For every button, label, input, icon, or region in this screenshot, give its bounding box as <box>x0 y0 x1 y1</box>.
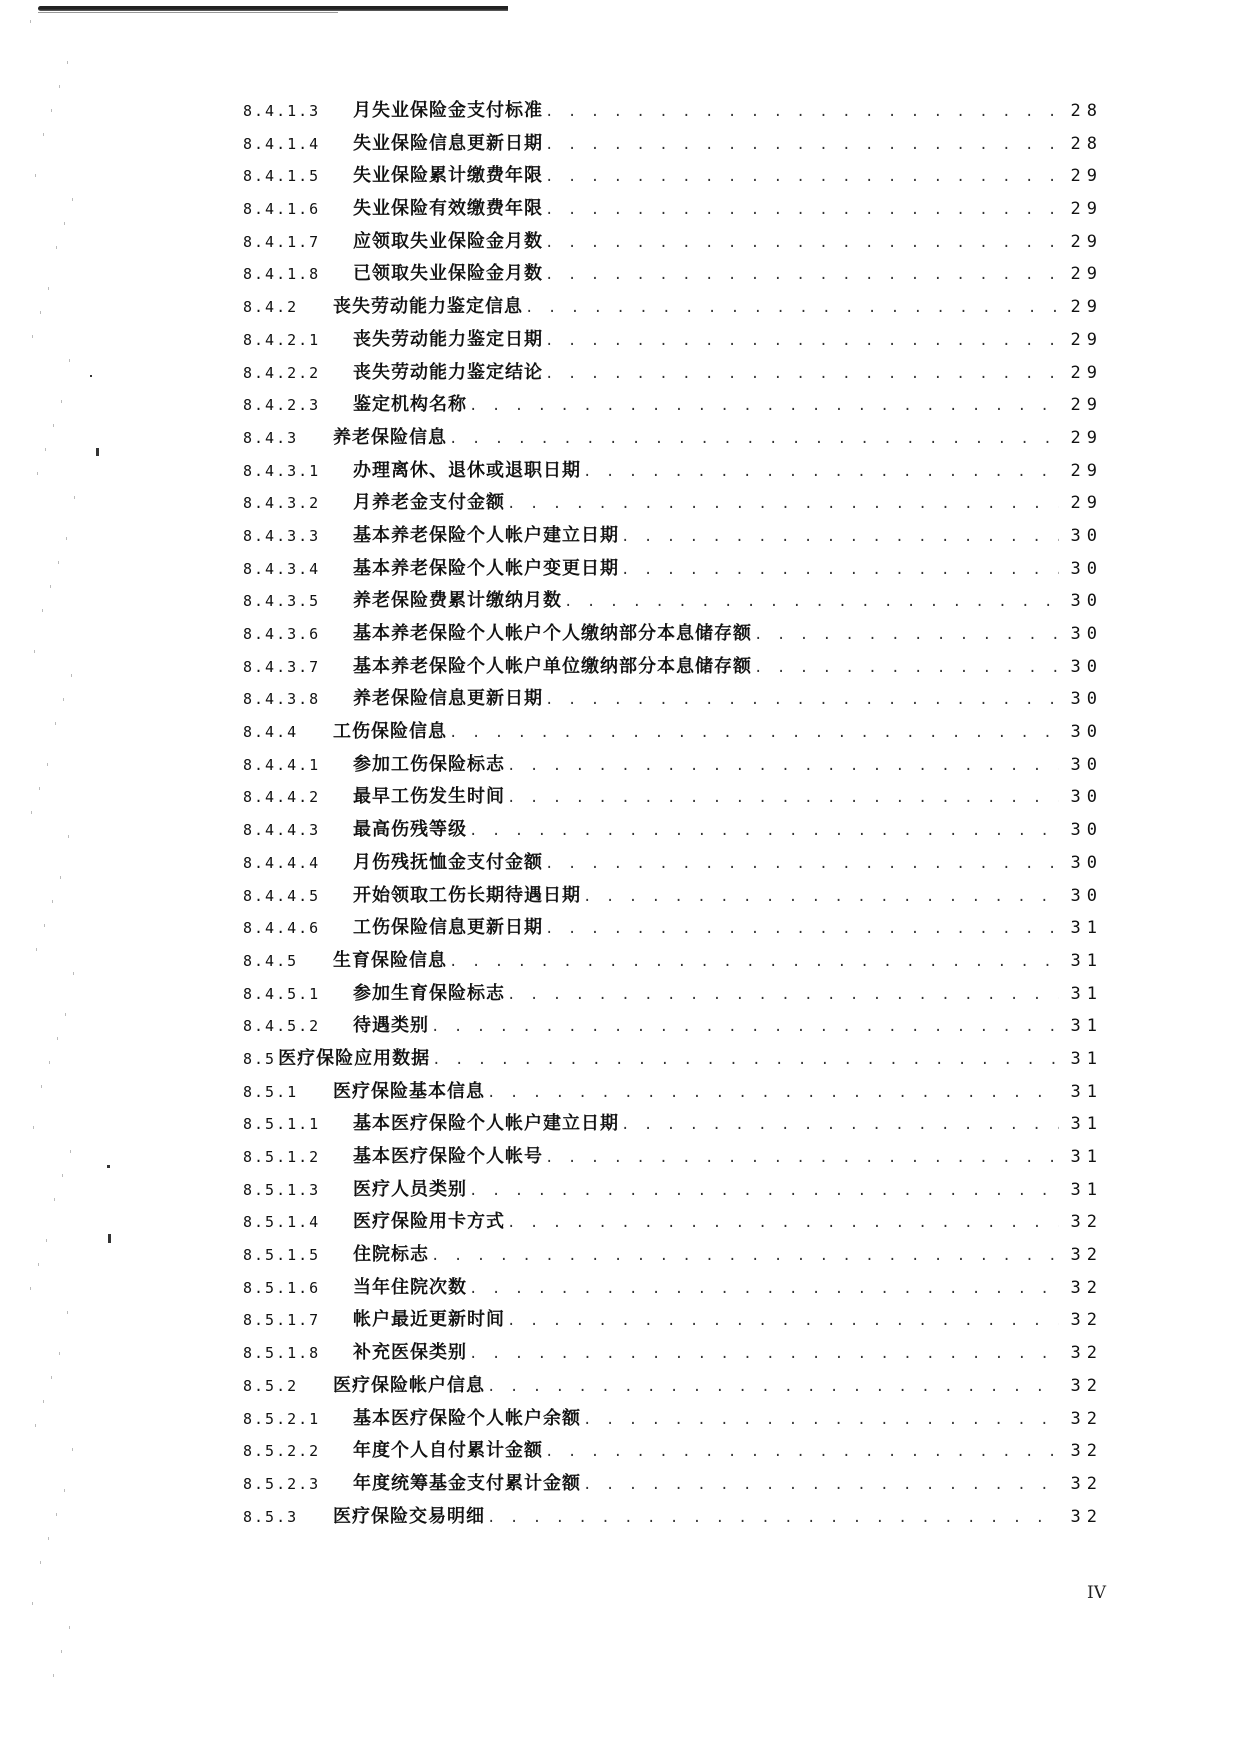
toc-entry-title: 月养老金支付金额 <box>353 492 505 514</box>
scan-edge-dot <box>45 448 46 451</box>
scan-edge-dot <box>35 174 36 177</box>
toc-entry[interactable] <box>243 389 1103 422</box>
toc-entry[interactable] <box>243 683 1103 716</box>
toc-entry[interactable] <box>243 1501 1103 1534</box>
toc-entry-number: 8.4.3 <box>243 428 299 447</box>
toc-entry[interactable] <box>243 1304 1103 1337</box>
toc-entry-page: 28 <box>1070 133 1103 154</box>
scan-speck <box>96 448 99 456</box>
toc-dot-leader <box>507 1305 1059 1338</box>
scan-edge-dot <box>72 198 73 201</box>
scan-edge-dot <box>59 1352 60 1355</box>
scan-edge-dot <box>49 1061 50 1064</box>
scan-edge-dot <box>52 900 53 903</box>
toc-entry-page: 29 <box>1070 362 1103 383</box>
toc-entry-title: 应领取失业保险金月数 <box>353 230 543 252</box>
toc-entry-page: 31 <box>1070 918 1103 939</box>
toc-entry[interactable] <box>243 716 1103 749</box>
toc-dot-leader <box>469 815 1059 848</box>
toc-dot-leader <box>507 1207 1059 1240</box>
scan-edge-dot <box>41 1085 42 1088</box>
toc-entry-title: 工伤保险信息 <box>333 721 447 743</box>
toc-entry-page: 31 <box>1070 1016 1103 1037</box>
toc-entry[interactable] <box>243 585 1103 618</box>
toc-entry[interactable] <box>243 1435 1103 1468</box>
toc-entry-page: 31 <box>1070 950 1103 971</box>
toc-entry-title: 基本养老保险个人帐户个人缴纳部分本息储存额 <box>353 623 752 644</box>
toc-entry-title: 帐户最近更新时间 <box>353 1309 505 1331</box>
toc-entry-page: 30 <box>1070 558 1103 579</box>
scan-edge-dot <box>74 496 75 499</box>
toc-entry-page: 29 <box>1070 460 1103 481</box>
toc-entry[interactable] <box>243 95 1103 128</box>
toc-entry[interactable] <box>243 258 1103 291</box>
scan-edge-dot <box>51 1376 52 1379</box>
scan-edge-dot <box>71 674 72 677</box>
toc-dot-leader <box>507 979 1059 1012</box>
toc-entry-number: 8.5.1.8 <box>243 1344 321 1363</box>
toc-entry-page: 29 <box>1070 264 1103 285</box>
toc-entry-number: 8.4.3.6 <box>243 625 321 643</box>
toc-dot-leader <box>545 96 1059 129</box>
toc-entry[interactable] <box>243 291 1103 324</box>
scan-edge-dot <box>38 1263 39 1266</box>
scan-edge-dot <box>58 561 59 564</box>
toc-entry[interactable] <box>243 1076 1103 1109</box>
toc-dot-leader <box>507 750 1059 783</box>
toc-dot-leader <box>621 521 1059 554</box>
toc-entry-title: 基本养老保险个人帐户单位缴纳部分本息储存额 <box>353 655 752 677</box>
toc-entry[interactable] <box>243 1206 1103 1239</box>
toc-entry-page: 30 <box>1070 624 1103 644</box>
toc-entry-number: 8.4.5.1 <box>243 984 321 1003</box>
toc-entry-title: 丧失劳动能力鉴定信息 <box>333 296 523 318</box>
toc-entry-title: 月失业保险金支付标准 <box>353 100 543 121</box>
toc-entry[interactable] <box>243 487 1103 520</box>
toc-entry-page: 29 <box>1070 166 1103 187</box>
toc-entry-number: 8.4.4.3 <box>243 821 321 840</box>
toc-entry-number: 8.4.3.4 <box>243 559 321 578</box>
toc-entry-title: 鉴定机构名称 <box>353 394 467 416</box>
toc-entry-number: 8.5.2.3 <box>243 1474 321 1493</box>
toc-entry-page: 30 <box>1070 591 1103 612</box>
toc-entry[interactable] <box>243 357 1103 390</box>
toc-entry-number: 8.5.2.1 <box>243 1409 321 1428</box>
toc-entry-title: 年度统筹基金支付累计金额 <box>353 1472 581 1494</box>
toc-entry-title: 医疗保险帐户信息 <box>333 1374 485 1396</box>
toc-entry-number: 8.4.3.5 <box>243 592 321 611</box>
toc-entry-page: 32 <box>1070 1212 1103 1233</box>
toc-entry-page: 29 <box>1070 427 1103 448</box>
scan-edge-dot <box>64 222 65 225</box>
toc-entry-number: 8.4.2.2 <box>243 363 321 382</box>
toc-entry-title: 最高伤残等级 <box>353 819 467 841</box>
toc-dot-leader <box>621 554 1059 587</box>
toc-dot-leader <box>583 1404 1059 1437</box>
toc-entry-page: 30 <box>1070 885 1103 906</box>
toc-entry-page: 30 <box>1070 656 1103 677</box>
scan-edge-dot <box>56 246 57 249</box>
toc-entry-number: 8.4.3.2 <box>243 494 321 513</box>
toc-entry[interactable] <box>243 1403 1103 1436</box>
toc-entry[interactable] <box>243 1468 1103 1501</box>
toc-dot-leader <box>469 1338 1059 1371</box>
scan-edge-dot <box>67 1311 68 1314</box>
toc-entry-title: 已领取失业保险金月数 <box>353 263 543 285</box>
scan-edge-dot <box>51 109 52 112</box>
scan-edge-dot <box>47 763 48 766</box>
toc-dot-leader <box>469 390 1059 423</box>
toc-entry-number: 8.5.1.5 <box>243 1246 321 1265</box>
toc-entry-number: 8.4.4.4 <box>243 853 321 872</box>
toc-entry-title: 医疗保险用卡方式 <box>353 1211 505 1233</box>
toc-entry-number: 8.5.1.7 <box>243 1311 321 1330</box>
top-scan-rule <box>38 6 508 11</box>
scan-edge-dot <box>50 585 51 588</box>
toc-entry-number: 8.4.2.1 <box>243 330 321 349</box>
toc-entry-title: 失业保险累计缴费年限 <box>353 165 543 187</box>
table-of-contents <box>243 95 1103 1533</box>
scan-edge-dot <box>61 1650 62 1653</box>
toc-dot-leader <box>583 881 1059 914</box>
scan-edge-dot <box>69 1626 70 1629</box>
toc-entry-page: 32 <box>1070 1375 1103 1396</box>
scan-edge-dot <box>43 1400 44 1403</box>
toc-entry-number: 8.4.1.5 <box>243 167 321 186</box>
toc-entry-title: 待遇类别 <box>353 1015 429 1037</box>
toc-entry[interactable] <box>243 912 1103 945</box>
toc-entry[interactable] <box>243 880 1103 913</box>
toc-entry-number: 8.5.1 <box>243 1082 299 1101</box>
toc-entry-title: 基本养老保险个人帐户建立日期 <box>353 524 619 546</box>
toc-entry-title: 工伤保险信息更新日期 <box>353 917 543 939</box>
scan-edge-dot <box>73 972 74 975</box>
toc-entry-page: 29 <box>1070 329 1103 350</box>
scan-speck <box>108 1234 111 1243</box>
toc-entry[interactable] <box>243 1108 1103 1141</box>
toc-entry-number: 8.4.4.1 <box>243 755 321 774</box>
scan-edge-dot <box>32 1602 33 1605</box>
toc-entry-number: 8.5.3 <box>243 1507 299 1526</box>
toc-entry-page: 29 <box>1070 493 1103 514</box>
toc-entry-title: 养老保险费累计缴纳月数 <box>353 590 562 612</box>
binding-edge-marks <box>30 20 120 1720</box>
toc-entry[interactable] <box>243 781 1103 814</box>
scan-edge-dot <box>63 698 64 701</box>
toc-entry-title: 住院标志 <box>353 1244 429 1266</box>
scan-edge-dot <box>36 948 37 951</box>
toc-entry-page: 32 <box>1070 1245 1103 1266</box>
toc-entry[interactable] <box>243 978 1103 1011</box>
toc-dot-leader <box>525 292 1059 325</box>
scan-edge-dot <box>64 1489 65 1492</box>
scan-edge-dot <box>30 1287 31 1290</box>
scan-edge-dot <box>65 1013 66 1016</box>
scan-edge-dot <box>42 609 43 612</box>
toc-dot-leader <box>545 913 1059 946</box>
scan-edge-dot <box>53 424 54 427</box>
toc-entry-number: 8.5.1.2 <box>243 1148 321 1166</box>
toc-entry-page: 31 <box>1070 1114 1103 1135</box>
toc-dot-leader <box>432 1044 1059 1077</box>
toc-dot-leader <box>545 129 1059 162</box>
toc-dot-leader <box>487 1371 1059 1404</box>
toc-dot-leader <box>469 1273 1059 1306</box>
scan-edge-dot <box>66 537 67 540</box>
toc-entry-number: 8.4.5.2 <box>243 1017 321 1036</box>
scan-edge-dot <box>70 1150 71 1153</box>
toc-entry-number: 8.4.1.4 <box>243 134 321 153</box>
toc-entry[interactable] <box>243 1272 1103 1305</box>
toc-dot-leader <box>583 456 1059 489</box>
toc-entry-number: 8.4.1.6 <box>243 200 321 219</box>
toc-entry-page: 30 <box>1070 525 1103 546</box>
page-number: IV <box>1087 1583 1106 1603</box>
scan-edge-dot <box>31 811 32 814</box>
toc-entry-title: 开始领取工伤长期待遇日期 <box>353 884 581 906</box>
scan-edge-dot <box>32 335 33 338</box>
toc-dot-leader <box>545 325 1059 358</box>
toc-entry-number: 8.4.3.7 <box>243 657 321 676</box>
scan-edge-dot <box>35 1424 36 1427</box>
toc-entry-page: 32 <box>1070 1506 1103 1527</box>
toc-entry-title: 月伤残抚恤金支付金额 <box>353 851 543 873</box>
scan-edge-dot <box>39 787 40 790</box>
toc-entry-title: 生育保险信息 <box>333 949 447 971</box>
toc-entry[interactable] <box>243 749 1103 782</box>
toc-dot-leader <box>545 194 1059 227</box>
toc-entry-page: 29 <box>1070 297 1103 318</box>
toc-dot-leader <box>507 488 1059 521</box>
toc-entry-number: 8.5.1.4 <box>243 1213 321 1232</box>
toc-entry-number: 8.4.4.6 <box>243 919 321 938</box>
toc-entry-number: 8.5.1.1 <box>243 1115 321 1134</box>
scan-edge-dot <box>59 85 60 88</box>
toc-entry[interactable] <box>243 553 1103 586</box>
scan-edge-dot <box>44 924 45 927</box>
toc-entry-title: 医疗保险交易明细 <box>333 1505 485 1527</box>
toc-entry-title: 丧失劳动能力鉴定结论 <box>353 361 543 383</box>
toc-dot-leader <box>449 423 1059 456</box>
toc-entry-number: 8.4.1.3 <box>243 102 321 120</box>
toc-entry-number: 8.4.4.5 <box>243 886 321 905</box>
toc-entry-page: 31 <box>1070 983 1103 1004</box>
toc-entry-number: 8.5 <box>243 1049 277 1068</box>
toc-entry[interactable] <box>243 160 1103 193</box>
scan-edge-dot <box>69 359 70 362</box>
toc-entry-page: 29 <box>1070 231 1103 252</box>
toc-dot-leader <box>431 1011 1059 1044</box>
scan-edge-dot <box>68 835 69 838</box>
toc-entry-title: 年度个人自付累计金额 <box>353 1440 543 1462</box>
toc-entry-title: 失业保险信息更新日期 <box>353 132 543 154</box>
toc-entry-title: 基本医疗保险个人帐号 <box>353 1146 543 1167</box>
toc-entry-title: 基本医疗保险个人帐户建立日期 <box>353 1113 619 1135</box>
toc-entry-title: 失业保险有效缴费年限 <box>353 198 543 220</box>
toc-entry-number: 8.4.3.8 <box>243 690 321 709</box>
toc-dot-leader <box>431 1240 1059 1273</box>
toc-dot-leader <box>621 1109 1059 1142</box>
toc-entry-page: 31 <box>1070 1048 1103 1069</box>
toc-dot-leader <box>545 684 1059 717</box>
toc-entry[interactable] <box>243 1043 1103 1076</box>
scan-edge-dot <box>55 722 56 725</box>
toc-entry-page: 31 <box>1070 1147 1103 1167</box>
toc-dot-leader <box>754 652 1059 685</box>
toc-entry[interactable] <box>243 1337 1103 1370</box>
toc-dot-leader <box>469 1175 1059 1208</box>
toc-entry-page: 32 <box>1070 1310 1103 1331</box>
toc-entry-number: 8.4.3.1 <box>243 461 321 480</box>
scan-edge-dot <box>30 20 31 23</box>
toc-entry-number: 8.4.3.3 <box>243 526 321 545</box>
toc-entry[interactable] <box>243 128 1103 161</box>
toc-entry[interactable] <box>243 651 1103 684</box>
toc-entry-page: 30 <box>1070 722 1103 743</box>
scan-edge-dot <box>62 1174 63 1177</box>
toc-entry[interactable] <box>243 422 1103 455</box>
toc-entry-page: 30 <box>1070 820 1103 841</box>
scan-edge-dot <box>56 1513 57 1516</box>
toc-entry-title: 丧失劳动能力鉴定日期 <box>353 328 543 350</box>
toc-entry-title: 养老保险信息更新日期 <box>353 688 543 710</box>
toc-dot-leader <box>583 1469 1059 1502</box>
toc-entry-title: 最早工伤发生时间 <box>353 786 505 808</box>
toc-entry-title: 补充医保类别 <box>353 1342 467 1364</box>
toc-dot-leader <box>564 586 1059 619</box>
toc-entry-number: 8.4.5 <box>243 951 299 970</box>
scan-edge-dot <box>57 1037 58 1040</box>
toc-entry[interactable] <box>243 1370 1103 1403</box>
scan-edge-dot <box>34 650 35 653</box>
toc-entry-page: 30 <box>1070 754 1103 775</box>
toc-entry-page: 28 <box>1070 101 1103 121</box>
toc-entry-title: 医疗人员类别 <box>353 1178 467 1200</box>
toc-entry-page: 32 <box>1070 1408 1103 1429</box>
scan-edge-dot <box>40 311 41 314</box>
scan-edge-dot <box>54 1198 55 1201</box>
scan-edge-dot <box>72 1448 73 1451</box>
toc-entry-page: 31 <box>1070 1081 1103 1102</box>
toc-entry-number: 8.5.1.6 <box>243 1278 321 1297</box>
toc-entry-number: 8.4.4.2 <box>243 788 321 807</box>
toc-dot-leader <box>487 1502 1059 1535</box>
toc-dot-leader <box>449 717 1059 750</box>
toc-entry-page: 32 <box>1070 1441 1103 1462</box>
toc-dot-leader <box>754 619 1059 652</box>
toc-entry-page: 30 <box>1070 689 1103 710</box>
scan-edge-dot <box>43 133 44 136</box>
scan-edge-dot <box>60 876 61 879</box>
toc-entry-number: 8.5.1.3 <box>243 1180 321 1199</box>
toc-dot-leader <box>545 259 1059 292</box>
scan-edge-dot <box>37 472 38 475</box>
toc-entry[interactable] <box>243 324 1103 357</box>
toc-entry-page: 30 <box>1070 852 1103 873</box>
top-scan-rule-shadow <box>38 12 338 13</box>
toc-entry-title: 医疗保险应用数据 <box>278 1047 431 1069</box>
toc-entry-title: 当年住院次数 <box>353 1276 467 1298</box>
toc-entry-number: 8.4.2.3 <box>243 396 321 415</box>
toc-entry-title: 医疗保险基本信息 <box>333 1080 485 1102</box>
toc-entry[interactable] <box>243 193 1103 226</box>
toc-dot-leader <box>449 946 1059 979</box>
toc-entry[interactable] <box>243 618 1103 651</box>
scan-edge-dot <box>40 1561 41 1564</box>
toc-dot-leader <box>487 1077 1059 1110</box>
toc-dot-leader <box>545 848 1059 881</box>
scan-edge-dot <box>53 1674 54 1677</box>
scan-edge-dot <box>61 400 62 403</box>
toc-dot-leader <box>545 358 1059 391</box>
toc-entry-number: 8.4.2 <box>243 298 299 317</box>
toc-entry-title: 参加生育保险标志 <box>353 982 505 1004</box>
toc-entry-title: 基本医疗保险个人帐户余额 <box>353 1407 581 1429</box>
toc-entry[interactable] <box>243 520 1103 553</box>
toc-entry[interactable] <box>243 1141 1103 1174</box>
toc-entry-title: 养老保险信息 <box>333 426 447 448</box>
scan-speck <box>90 375 92 377</box>
toc-entry-number: 8.4.4 <box>243 723 299 742</box>
toc-entry-page: 29 <box>1070 395 1103 416</box>
toc-entry-page: 32 <box>1070 1277 1103 1298</box>
toc-entry-number: 8.5.2 <box>243 1376 299 1395</box>
toc-dot-leader <box>545 1142 1059 1175</box>
toc-entry-page: 29 <box>1070 199 1103 220</box>
toc-entry-number: 8.5.2.2 <box>243 1442 321 1461</box>
toc-entry-number: 8.4.1.7 <box>243 232 321 251</box>
toc-dot-leader <box>545 227 1059 260</box>
toc-entry[interactable] <box>243 945 1103 978</box>
toc-entry-page: 32 <box>1070 1343 1103 1364</box>
scan-edge-dot <box>46 1239 47 1242</box>
toc-entry[interactable] <box>243 1010 1103 1043</box>
toc-entry[interactable] <box>243 814 1103 847</box>
toc-dot-leader <box>545 1436 1059 1469</box>
scan-speck <box>107 1165 110 1168</box>
toc-entry[interactable] <box>243 1239 1103 1272</box>
toc-entry[interactable] <box>243 1174 1103 1207</box>
toc-entry[interactable] <box>243 455 1103 488</box>
toc-entry-page: 32 <box>1070 1473 1103 1494</box>
scan-edge-dot <box>67 61 68 64</box>
toc-entry-page: 30 <box>1070 787 1103 808</box>
toc-dot-leader <box>507 782 1059 815</box>
toc-entry-title: 基本养老保险个人帐户变更日期 <box>353 557 619 579</box>
scan-edge-dot <box>48 287 49 290</box>
toc-entry-title: 参加工伤保险标志 <box>353 753 505 775</box>
scan-edge-dot <box>48 1537 49 1540</box>
scan-edge-dot <box>33 1126 34 1129</box>
toc-entry-page: 31 <box>1070 1179 1103 1200</box>
toc-entry-number: 8.4.1.8 <box>243 265 321 284</box>
toc-entry[interactable] <box>243 847 1103 880</box>
toc-entry[interactable] <box>243 226 1103 259</box>
toc-dot-leader <box>545 161 1059 194</box>
toc-entry-title: 办理离休、退休或退职日期 <box>353 459 581 481</box>
